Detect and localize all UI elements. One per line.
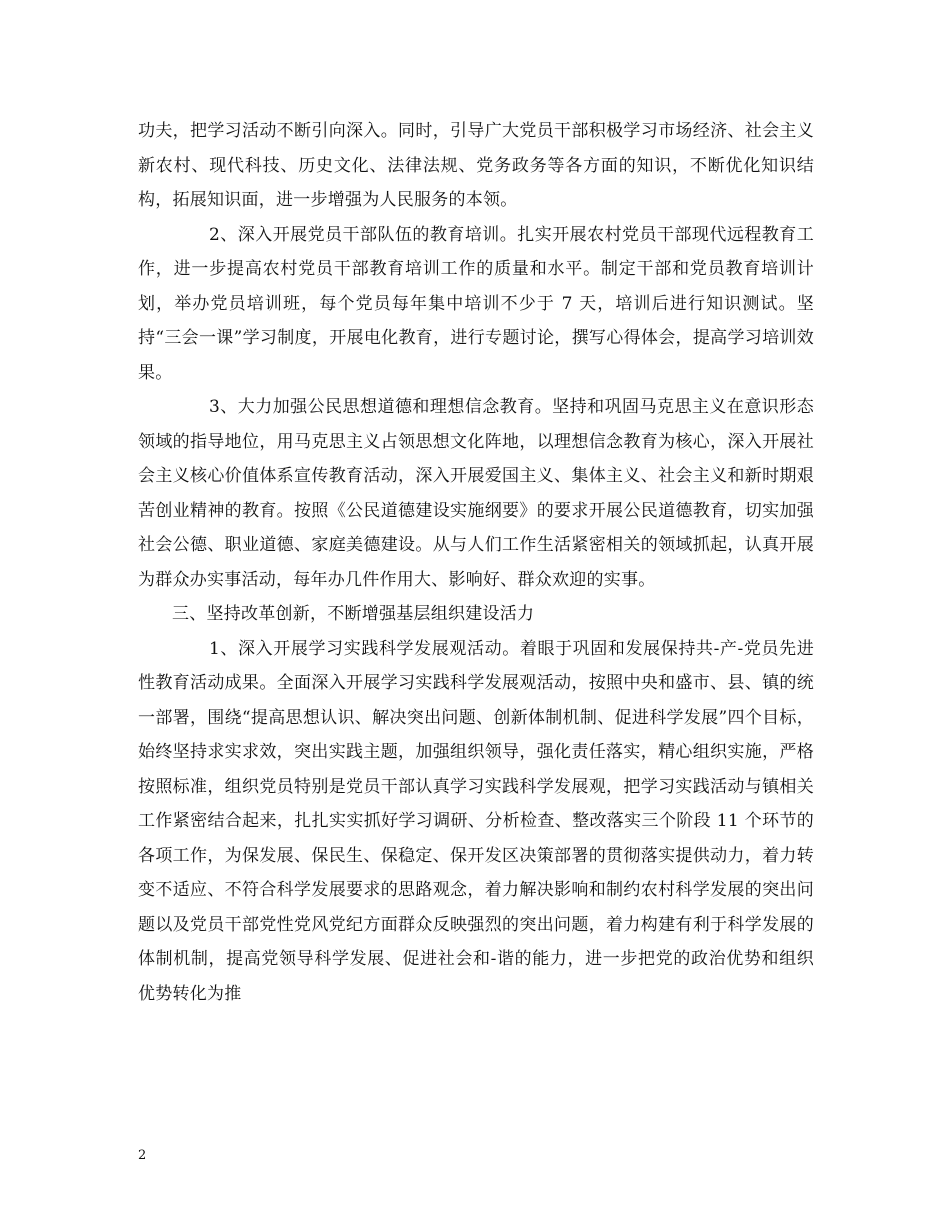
paragraph-item-1: 1、深入开展学习实践科学发展观活动。着眼于巩固和发展保持共-产-党员先进性教育活动成果。全面深入开展学习实践科学发展观活动，按照中央和盛市、县、镇的统一部署，围绕“提高思想认识、解决突出问题、创新体制机制、促进科学发展”四个目标，始终坚持求实求效，突出实践主题，加强组织领导，强化责任落实，精心组织实施，严格按照标准，组织党员特别是党员干部认真学习实践科学发展观，把学习实践活动与镇相关工作紧密结合起来，扎扎实实抓好学习调研、分析检查、整改落实三个阶段 11 个环节的各项工作，为保发展、保民生、保稳定、保开发区决策部署的贯彻落实提供动力，着力转变不适应、不符合科学发展要求的思路观念，着力解决影响和制约农村科学发展的突出问题以及党员干部党性党风党纪方面群众反映强烈的突出问题，着力构建有利于科学发展的体制机制，提高党领导科学发展、促进社会和-谐的能力，进一步把党的政治优势和组织优势转化为推 — [138, 638, 814, 1004]
section-heading: 三、坚持改革创新，不断增强基层组织建设活力 — [172, 604, 535, 624]
paragraph-item-2: 2、深入开展党员干部队伍的教育培训。扎实开展农村党员干部现代远程教育工作，进一步提高农村党员干部教育培训工作的质量和水平。制定干部和党员教育培训计划，举办党员培训班，每个党员每年集中培训不少于 7 天，培训后进行知识测试。坚持“三会一课”学习制度，开展电化教育，进行专题讨论，撰写心得体会，提高学习培训效果。 — [138, 224, 814, 383]
document-body — [138, 114, 814, 1011]
page-number: 2 — [138, 1148, 147, 1163]
paragraph-item-3: 3、大力加强公民思想道德和理想信念教育。坚持和巩固马克思主义在意识形态领域的指导地位，用马克思主义占领思想文化阵地，以理想信念教育为核心，深入开展社会主义核心价值体系宣传教育活动，深入开展爱国主义、集体主义、社会主义和新时期艰苦创业精神的教育。按照《公民道德建设实施纲要》的要求开展公民道德教育，切实加强社会公德、职业道德、家庭美德建设。从与人们工作生活紧密相关的领域抓起，认真开展为群众办实事活动，每年办几件作用大、影响好、群众欢迎的实事。 — [138, 397, 814, 590]
paragraph-continuation: 功夫，把学习活动不断引向深入。同时，引导广大党员干部积极学习市场经济、社会主义新农村、现代科技、历史文化、法律法规、党务政务等各方面的知识，不断优化知识结构，拓展知识面，进一步增强为人民服务的本领。 — [138, 121, 814, 210]
